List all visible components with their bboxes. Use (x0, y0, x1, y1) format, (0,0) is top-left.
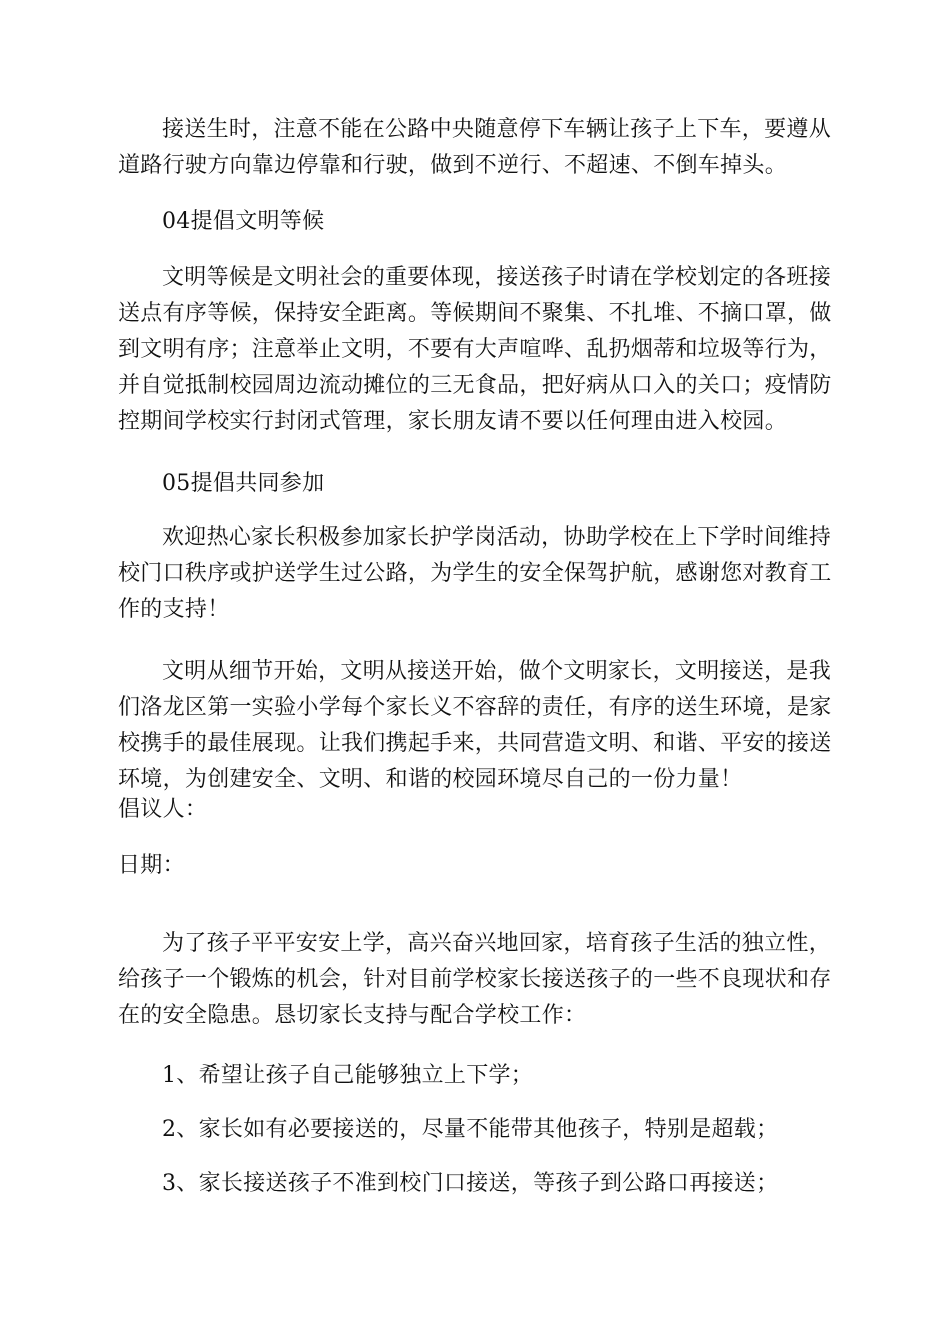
paragraph-civilized-pickup-call: 文明从细节开始，文明从接送开始，做个文明家长，文明接送，是我们洛龙区第一实验小学每个家长义不容辞的责任，有序的送生环境，是家校携手的最佳展现。让我们携起手来，共同营造文明、和谐、平安的接送环境，为创建安全、文明、和谐的校园环境尽自己的一份力量！ (118, 659, 832, 792)
paragraph-pickup-parking: 接送生时，注意不能在公路中央随意停下车辆让孩子上下车，要遵从道路行驶方向靠边停靠和行驶，做到不逆行、不超速、不倒车掉头。 (118, 117, 832, 178)
date-label: 日期： (118, 853, 185, 878)
paragraph-independence-request: 为了孩子平平安安上学，高兴奋兴地回家，培育孩子生活的独立性，给孩子一个锻炼的机会，针对目前学校家长接送孩子的一些不良现状和存在的安全隐患。恳切家长支持与配合学校工作： (118, 931, 832, 1028)
paragraph-civilized-waiting: 文明等候是文明社会的重要体现，接送孩子时请在学校划定的各班接送点有序等候，保持安全距离。等候期间不聚集、不扎堆、不摘口罩，做到文明有序；注意举止文明，不要有大声喧哗、乱扔烟蒂和垃圾等行为，并自觉抵制校园周边流动摊位的三无食品，把好病从口入的关口；疫情防控期间学校实行封闭式管理，家长朋友请不要以任何理由进入校园。 (118, 265, 832, 434)
paragraph-parent-guard-post: 欢迎热心家长积极参加家长护学岗活动，协助学校在上下学时间维持校门口秩序或护送学生过公路，为学生的安全保驾护航，感谢您对教育工作的支持！ (118, 525, 832, 622)
list-item: 2、家长如有必要接送的，尽量不能带其他孩子，特别是超载； (162, 1117, 779, 1142)
list-item: 1、希望让孩子自己能够独立上下学； (162, 1063, 534, 1088)
heading-joint-participation: 05提倡共同参加 (162, 471, 325, 496)
heading-civilized-waiting: 04提倡文明等候 (162, 209, 325, 234)
initiator-label: 倡议人： (118, 797, 208, 822)
list-item: 3、家长接送孩子不准到校门口接送，等孩子到公路口再接送； (162, 1171, 779, 1196)
